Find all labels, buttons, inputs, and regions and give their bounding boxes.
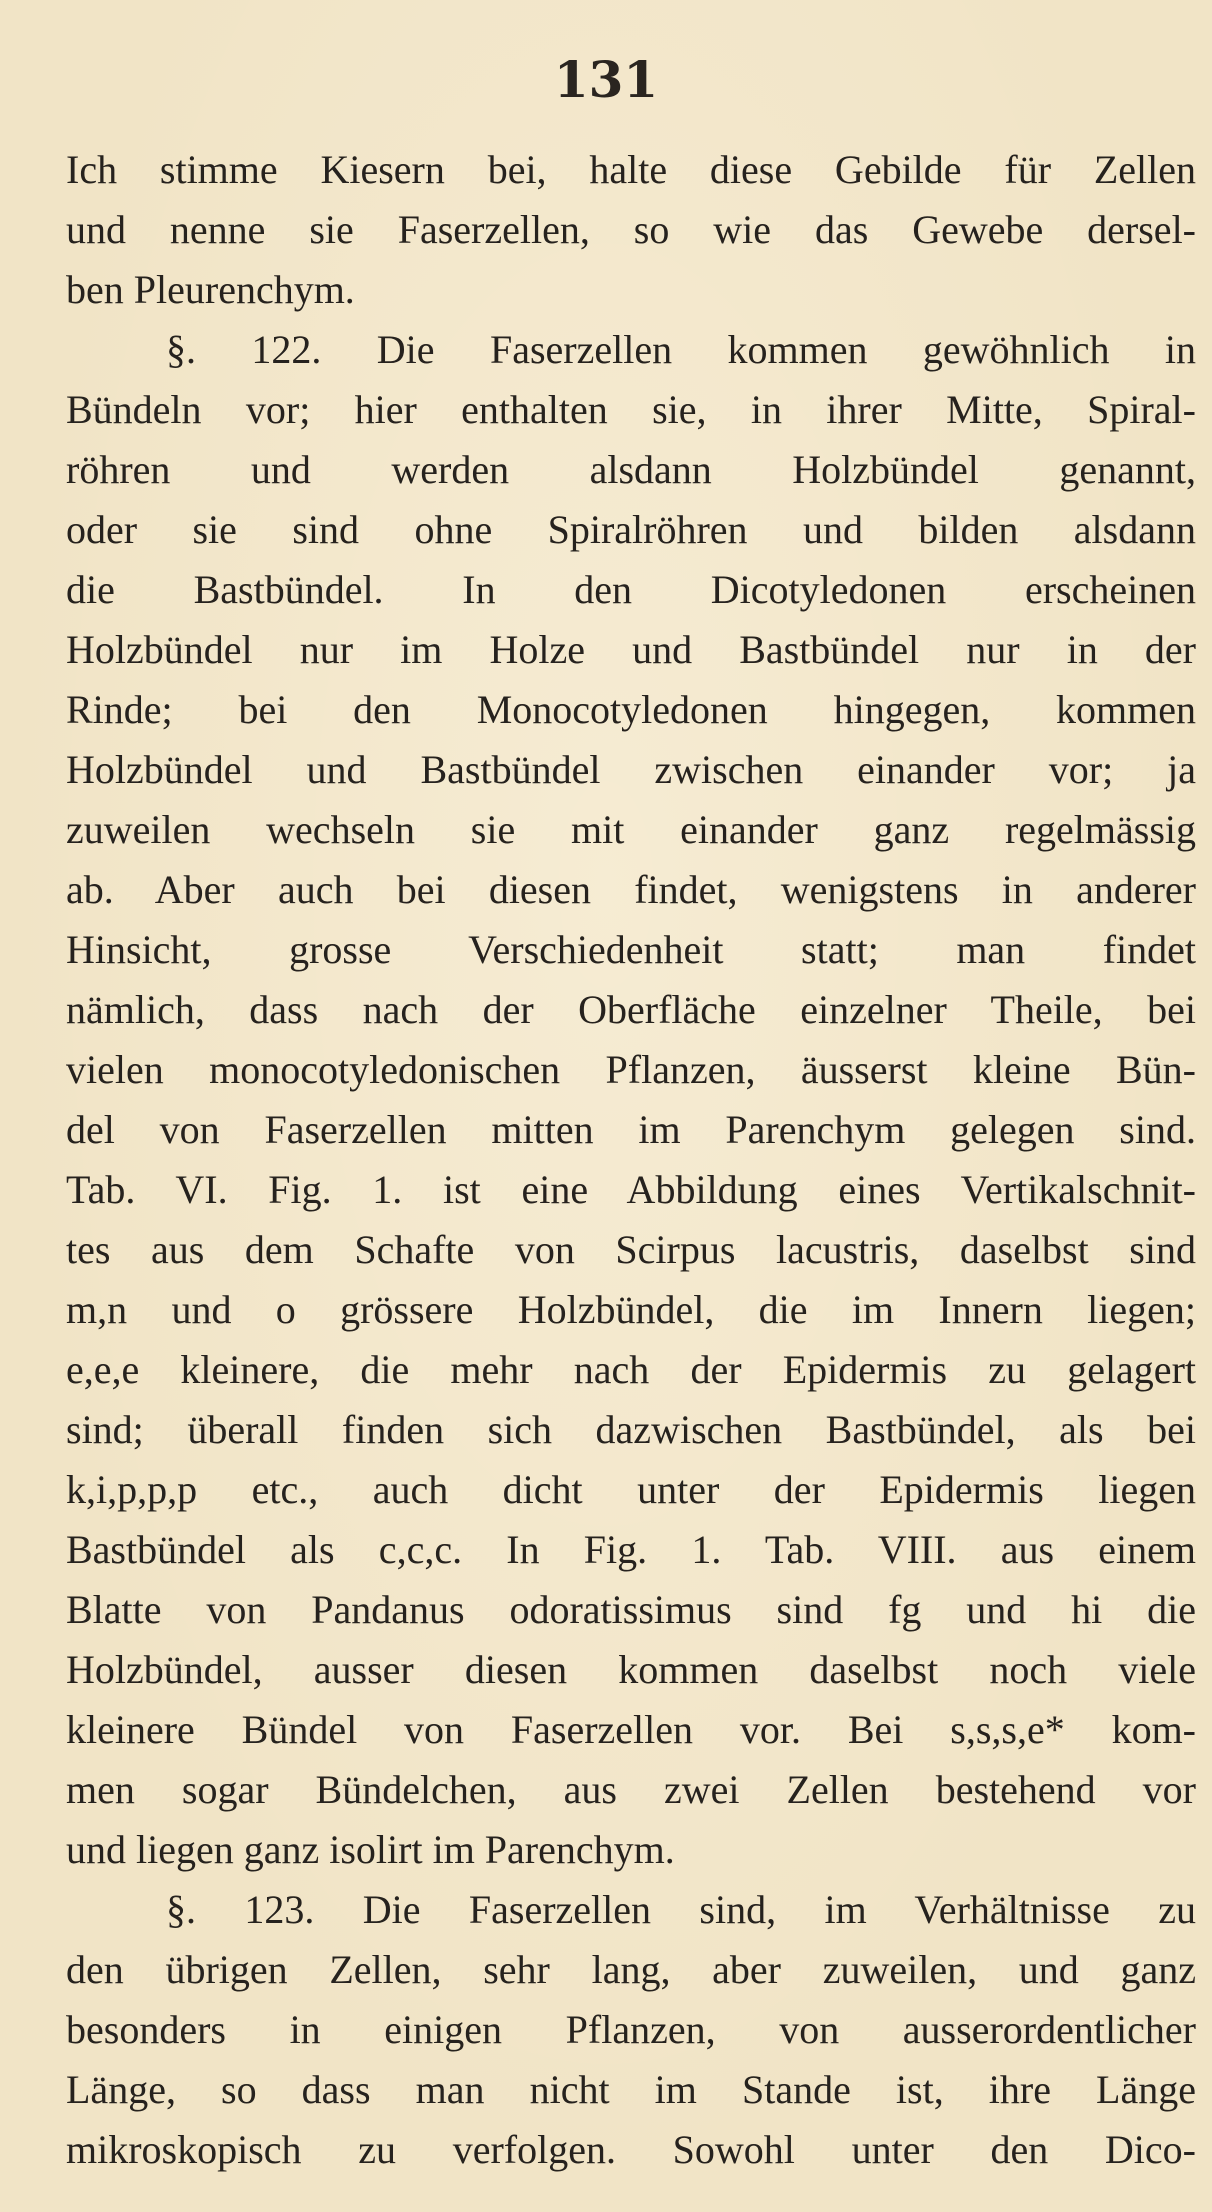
- text-line: §. 122. Die Faserzellen kommen gewöhnlich in: [166, 327, 1196, 372]
- body-text: [66, 140, 1196, 2180]
- text-line: Ich stimme Kiesern bei, halte diese Gebilde für Zellen: [66, 147, 1196, 192]
- text-line: Holzbündel und Bastbündel zwischen einander vor; ja: [66, 747, 1196, 792]
- text-line: Rinde; bei den Monocotyledonen hingegen, kommen: [66, 687, 1196, 732]
- text-line: vielen monocotyledonischen Pflanzen, äusserst kleine Bün-: [66, 1047, 1196, 1092]
- text-line: und nenne sie Faserzellen, so wie das Gewebe dersel-: [66, 207, 1196, 252]
- text-line: e,e,e kleinere, die mehr nach der Epidermis zu gelagert: [66, 1347, 1196, 1392]
- text-line: Holzbündel, ausser diesen kommen daselbst noch viele: [66, 1647, 1196, 1692]
- text-line: ab. Aber auch bei diesen findet, wenigstens in anderer: [66, 867, 1196, 912]
- text-line: mikroskopisch zu verfolgen. Sowohl unter den Dico-: [66, 2127, 1196, 2172]
- text-line: oder sie sind ohne Spiralröhren und bilden alsdann: [66, 507, 1196, 552]
- text-line: die Bastbündel. In den Dicotyledonen erscheinen: [66, 567, 1196, 612]
- text-line: und liegen ganz isolirt im Parenchym.: [66, 1827, 675, 1872]
- text-line: Tab. VI. Fig. 1. ist eine Abbildung eines Vertikalschnit-: [66, 1167, 1196, 1212]
- text-line: nämlich, dass nach der Oberfläche einzelner Theile, bei: [66, 987, 1196, 1032]
- text-line: ben Pleurenchym.: [66, 267, 355, 312]
- text-line: Länge, so dass man nicht im Stande ist, ihre Länge: [66, 2067, 1196, 2112]
- text-line: kleinere Bündel von Faserzellen vor. Bei s,s,s,e* kom-: [66, 1707, 1196, 1752]
- text-line: den übrigen Zellen, sehr lang, aber zuweilen, und ganz: [66, 1947, 1196, 1992]
- text-line: zuweilen wechseln sie mit einander ganz regelmässig: [66, 807, 1196, 852]
- text-line: Bastbündel als c,c,c. In Fig. 1. Tab. VIII. aus einem: [66, 1527, 1196, 1572]
- text-line: besonders in einigen Pflanzen, von ausserordentlicher: [66, 2007, 1196, 2052]
- text-line: Hinsicht, grosse Verschiedenheit statt; man findet: [66, 927, 1196, 972]
- text-line: k,i,p,p,p etc., auch dicht unter der Epidermis liegen: [66, 1467, 1196, 1512]
- text-line: Holzbündel nur im Holze und Bastbündel nur in der: [66, 627, 1196, 672]
- text-line: men sogar Bündelchen, aus zwei Zellen bestehend vor: [66, 1767, 1196, 1812]
- text-line: sind; überall finden sich dazwischen Bastbündel, als bei: [66, 1407, 1196, 1452]
- page-number: 131: [553, 50, 659, 109]
- text-line: del von Faserzellen mitten im Parenchym gelegen sind.: [66, 1107, 1196, 1152]
- text-line: §. 123. Die Faserzellen sind, im Verhältnisse zu: [166, 1887, 1196, 1932]
- text-line: m,n und o grössere Holzbündel, die im Innern liegen;: [66, 1287, 1196, 1332]
- text-line: Blatte von Pandanus odoratissimus sind fg und hi die: [66, 1587, 1196, 1632]
- text-line: tes aus dem Schafte von Scirpus lacustris, daselbst sind: [66, 1227, 1196, 1272]
- text-line: Bündeln vor; hier enthalten sie, in ihrer Mitte, Spiral-: [66, 387, 1196, 432]
- text-line: röhren und werden alsdann Holzbündel genannt,: [66, 447, 1196, 492]
